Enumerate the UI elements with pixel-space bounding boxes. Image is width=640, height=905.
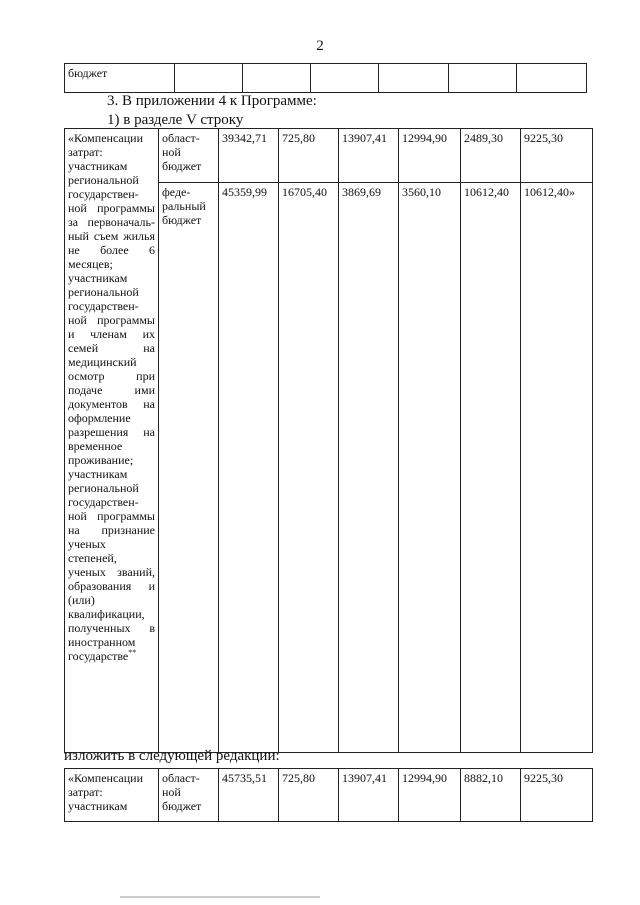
scan-artifact: [120, 896, 320, 898]
value-cell: 45735,51: [219, 769, 279, 822]
value-cell: 2489,30: [461, 129, 521, 183]
value-cell: 3869,69: [339, 183, 399, 753]
value-cell: 10612,40: [461, 183, 521, 753]
page-number: 2: [316, 38, 324, 54]
paragraph-new-edition: изложить в следующей редакции:: [64, 748, 280, 764]
expense-name-cell: «Компенсации затрат: участникам: [65, 769, 159, 822]
source-cell: област-ной бюджет: [159, 769, 219, 822]
value-cell: 3560,10: [399, 183, 461, 753]
value-cell: 725,80: [279, 769, 339, 822]
value-cell: 9225,30: [521, 129, 593, 183]
expense-name-cell: «Компенсации затрат: участникам региональной государствен-ной программы за первоначаль-ный съем жилья не более 6 месяцев; участникам региональной государствен-ной программы и членам их семей на медицинский осмотр при подаче ими документов на оформление разрешения на временное проживание; участникам региональной государствен-ной программы на признание ученых степеней, ученых званий, образования и (или) квалификации, полученных в иностранном государстве**: [65, 129, 159, 753]
value-cell: 45359,99: [219, 183, 279, 753]
old-row-table: [64, 128, 593, 753]
paragraph-section: 1) в разделе V строку: [107, 112, 244, 128]
new-row-table: [64, 768, 593, 822]
value-cell: 12994,90: [399, 129, 461, 183]
value-cell: 39342,71: [219, 129, 279, 183]
budget-cell: бюджет: [65, 64, 175, 93]
value-cell: 12994,90: [399, 769, 461, 822]
value-cell: 10612,40»: [521, 183, 593, 753]
value-cell: 13907,41: [339, 129, 399, 183]
source-cell: феде-ральный бюджет: [159, 183, 219, 753]
value-cell: 16705,40: [279, 183, 339, 753]
value-cell: 8882,10: [461, 769, 521, 822]
value-cell: 9225,30: [521, 769, 593, 822]
value-cell: 725,80: [279, 129, 339, 183]
value-cell: 13907,41: [339, 769, 399, 822]
top-table-fragment: [64, 63, 587, 93]
paragraph-appendix: 3. В приложении 4 к Программе:: [107, 93, 317, 109]
source-cell: област-ной бюджет: [159, 129, 219, 183]
